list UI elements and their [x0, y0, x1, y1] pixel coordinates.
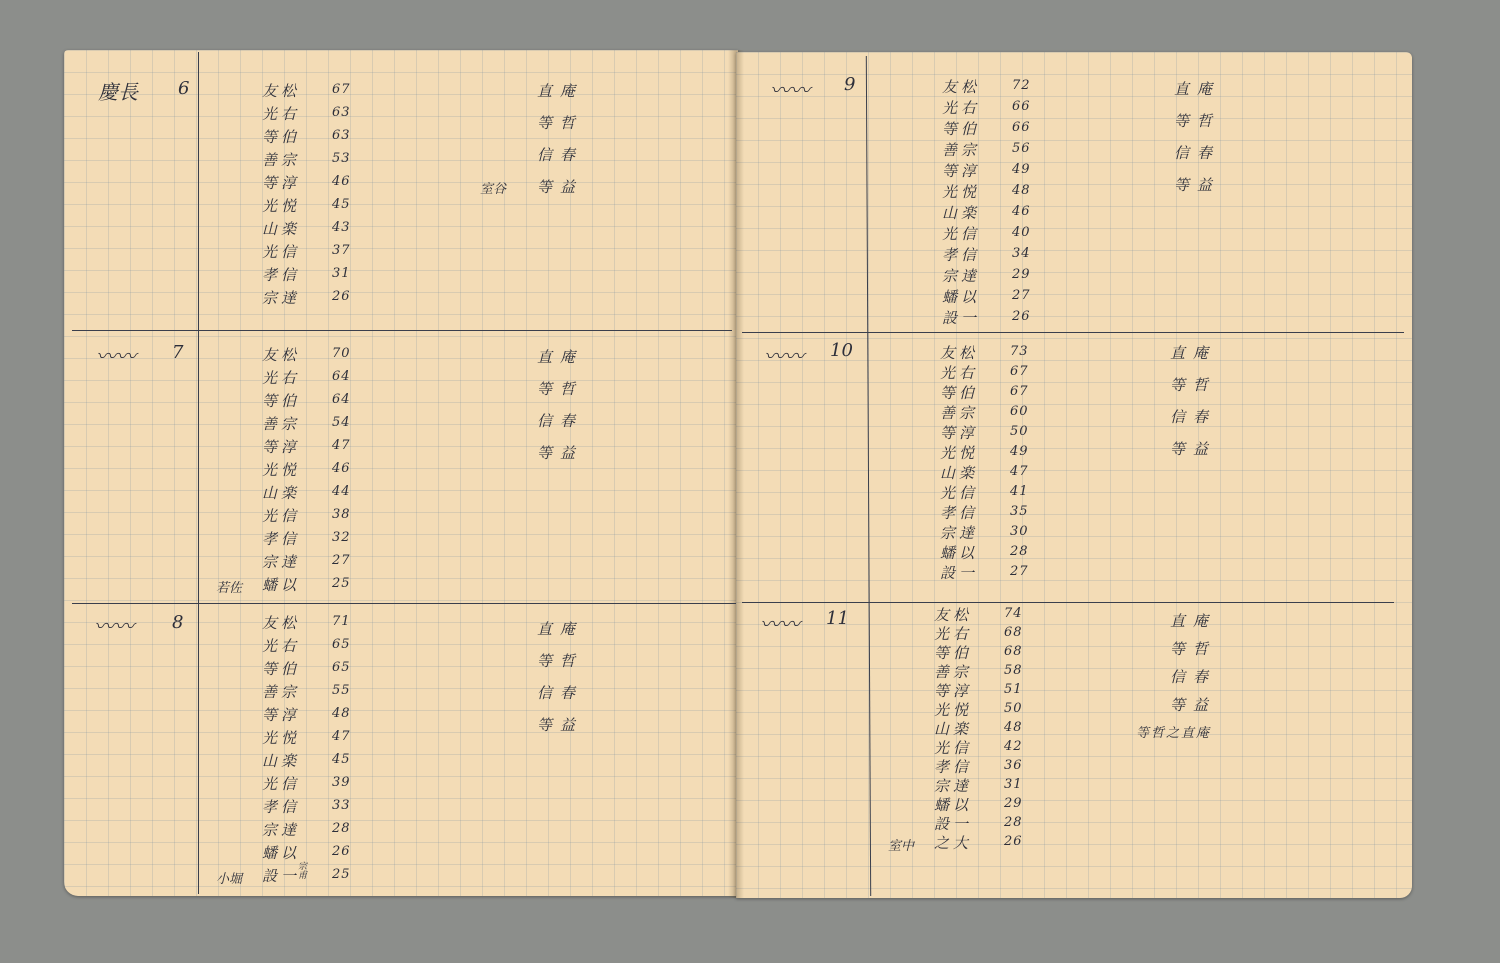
entry-prefix: 室中: [888, 839, 915, 854]
secondary-name: 直庵: [537, 620, 584, 638]
painter-score: 51: [1004, 682, 1023, 697]
secondary-list: [1170, 610, 1216, 722]
secondary-name: 等哲: [537, 652, 584, 670]
painter-score: 26: [332, 844, 351, 859]
painter-score: 48: [1012, 183, 1031, 198]
painter-name: 山楽: [262, 484, 301, 502]
painter-score: 74: [1004, 606, 1023, 621]
painter-score: 41: [1010, 484, 1029, 499]
painter-name: 宗達: [934, 777, 973, 795]
painter-name: 善宗: [934, 663, 973, 681]
era-label: 慶長: [98, 80, 138, 104]
painter-score: 30: [1010, 524, 1029, 539]
painter-score: 33: [332, 798, 351, 813]
painter-score: 65: [332, 660, 351, 675]
painter-name: 光信: [942, 225, 981, 243]
painter-score: 44: [332, 484, 351, 499]
painter-name: 設一: [942, 309, 981, 327]
painter-score: 36: [1004, 758, 1023, 773]
painter-score: 67: [1010, 364, 1029, 379]
secondary-list: [1170, 342, 1216, 470]
painter-score: 53: [332, 151, 351, 166]
painter-name: 蟠以: [262, 844, 301, 862]
painter-score: 38: [332, 507, 351, 522]
painter-score: 35: [1010, 504, 1029, 519]
painter-score: 54: [332, 415, 351, 430]
painter-name: 光悦: [942, 183, 981, 201]
painter-score: 26: [1004, 834, 1023, 849]
painter-score: 46: [332, 461, 351, 476]
painter-name: 光信: [262, 243, 301, 261]
painter-name: 山楽: [942, 204, 981, 222]
painter-name: 等伯: [262, 392, 301, 410]
era-label: 〰〰: [760, 612, 800, 636]
left-section-rule-1: [72, 330, 732, 331]
painter-name: 善宗: [940, 404, 979, 422]
painter-name: 友松: [940, 344, 979, 362]
secondary-name: 信春: [537, 684, 584, 702]
painter-name: 友松: [934, 606, 973, 624]
painter-score: 48: [1004, 720, 1023, 735]
secondary-name: 等益: [1170, 440, 1217, 458]
secondary-list: [1174, 78, 1220, 206]
entry-suffix: 宗甫: [298, 862, 308, 881]
secondary-name: 等益: [1170, 696, 1217, 714]
painter-name: 等淳: [262, 174, 301, 192]
secondary-list: [537, 346, 583, 474]
era-label: 〰〰: [770, 78, 810, 102]
painter-name: 等伯: [262, 128, 301, 146]
painter-score: 67: [1010, 384, 1029, 399]
painter-name: 等淳: [940, 424, 979, 442]
secondary-name: 直庵: [537, 82, 584, 100]
painter-name: 光右: [262, 637, 301, 655]
secondary-name: 等哲: [1170, 640, 1217, 658]
secondary-name: 等哲: [1174, 112, 1221, 130]
painter-name: 友松: [942, 78, 981, 96]
secondary-name: 等哲: [537, 380, 584, 398]
painter-score: 66: [1012, 99, 1031, 114]
secondary-list: [537, 618, 583, 746]
era-label: 〰〰: [94, 614, 134, 638]
year-number: 10: [830, 340, 853, 361]
painter-name: 之大: [934, 834, 973, 852]
era-label: 〰〰: [96, 344, 136, 368]
painter-score: 28: [1004, 815, 1023, 830]
painter-score: 63: [332, 128, 351, 143]
year-number: 6: [178, 78, 190, 99]
painter-name: 光信: [262, 775, 301, 793]
painter-score: 46: [332, 174, 351, 189]
painter-score: 39: [332, 775, 351, 790]
painter-name: 光右: [942, 99, 981, 117]
painter-name: 孝信: [940, 504, 979, 522]
painter-name: 友松: [262, 346, 301, 364]
painter-score: 42: [1004, 739, 1023, 754]
year-number: 9: [844, 74, 856, 95]
painter-name: 善宗: [262, 151, 301, 169]
painter-name: 設一: [262, 867, 301, 885]
painter-score: 56: [1012, 141, 1031, 156]
painter-name: 孝信: [262, 530, 301, 548]
painter-score: 26: [1012, 309, 1031, 324]
painter-score: 27: [1010, 564, 1029, 579]
painter-name: 等淳: [262, 706, 301, 724]
painter-name: 等伯: [942, 120, 981, 138]
painter-name: 宗達: [942, 267, 981, 285]
painter-score: 72: [1012, 78, 1031, 93]
painter-score: 60: [1010, 404, 1029, 419]
secondary-name: 信春: [1170, 668, 1217, 686]
painter-score: 40: [1012, 225, 1031, 240]
painter-score: 27: [332, 553, 351, 568]
left-section-rule-2: [72, 603, 736, 604]
painter-score: 25: [332, 867, 351, 882]
secondary-name: 直庵: [1170, 344, 1217, 362]
left-page: [64, 50, 738, 896]
right-page: [736, 52, 1412, 898]
painter-score: 68: [1004, 644, 1023, 659]
painter-score: 49: [1010, 444, 1029, 459]
painter-score: 47: [332, 438, 351, 453]
painter-name: 光信: [262, 507, 301, 525]
painter-score: 34: [1012, 246, 1031, 261]
painter-name: 山楽: [262, 752, 301, 770]
painter-score: 55: [332, 683, 351, 698]
painter-score: 27: [1012, 288, 1031, 303]
painter-name: 蟠以: [262, 576, 301, 594]
painter-name: 友松: [262, 614, 301, 632]
painter-score: 73: [1010, 344, 1029, 359]
margin-note: 室谷: [480, 182, 507, 197]
painter-name: 孝信: [262, 798, 301, 816]
painter-score: 48: [332, 706, 351, 721]
secondary-name: 直庵: [1174, 80, 1221, 98]
secondary-name: 信春: [1174, 144, 1221, 162]
painter-name: 蟠以: [942, 288, 981, 306]
secondary-list: [537, 80, 583, 208]
painter-name: 善宗: [262, 683, 301, 701]
left-margin-rule: [198, 52, 199, 894]
painter-score: 71: [332, 614, 351, 629]
secondary-name: 直庵: [1170, 612, 1217, 630]
right-section-rule-2: [742, 602, 1394, 603]
era-label: 〰〰: [764, 344, 804, 368]
secondary-name: 等益: [537, 716, 584, 734]
painter-name: 等淳: [262, 438, 301, 456]
painter-name: 光右: [940, 364, 979, 382]
painter-score: 58: [1004, 663, 1023, 678]
painter-name: 宗達: [940, 524, 979, 542]
painter-name: 光悦: [934, 701, 973, 719]
secondary-name: 信春: [537, 146, 584, 164]
painter-name: 孝信: [934, 758, 973, 776]
painter-score: 26: [332, 289, 351, 304]
painter-score: 49: [1012, 162, 1031, 177]
painter-score: 45: [332, 197, 351, 212]
painter-name: 等伯: [940, 384, 979, 402]
painter-score: 28: [1010, 544, 1029, 559]
painter-name: 孝信: [262, 266, 301, 284]
painter-name: 友松: [262, 82, 301, 100]
secondary-name: 等益: [1174, 176, 1221, 194]
painter-name: 宗達: [262, 821, 301, 839]
painter-score: 63: [332, 105, 351, 120]
secondary-name: 等益: [537, 178, 584, 196]
painter-score: 50: [1004, 701, 1023, 716]
entry-prefix: 小堀: [216, 872, 243, 887]
painter-score: 25: [332, 576, 351, 591]
painter-score: 68: [1004, 625, 1023, 640]
painter-score: 46: [1012, 204, 1031, 219]
painter-score: 28: [332, 821, 351, 836]
painter-name: 蟠以: [940, 544, 979, 562]
painter-name: 光悦: [262, 197, 301, 215]
painter-score: 45: [332, 752, 351, 767]
painter-name: 山楽: [940, 464, 979, 482]
painter-name: 山楽: [262, 220, 301, 238]
painter-score: 50: [1010, 424, 1029, 439]
painter-name: 善宗: [262, 415, 301, 433]
painter-name: 等伯: [262, 660, 301, 678]
painter-score: 67: [332, 82, 351, 97]
painter-name: 等淳: [942, 162, 981, 180]
right-section-rule-1: [742, 332, 1404, 333]
painter-name: 光右: [934, 625, 973, 643]
painter-score: 64: [332, 392, 351, 407]
painter-name: 光悦: [262, 729, 301, 747]
secondary-name: 等益: [537, 444, 584, 462]
painter-name: 光悦: [262, 461, 301, 479]
painter-score: 43: [332, 220, 351, 235]
year-number: 7: [172, 342, 184, 363]
secondary-name: 直庵: [537, 348, 584, 366]
painter-name: 設一: [934, 815, 973, 833]
painter-name: 蟠以: [934, 796, 973, 814]
painter-name: 山楽: [934, 720, 973, 738]
secondary-name: 等哲: [537, 114, 584, 132]
margin-note: 等哲之直庵: [1136, 726, 1212, 741]
painter-score: 70: [332, 346, 351, 361]
painter-name: 光信: [940, 484, 979, 502]
painter-score: 29: [1004, 796, 1023, 811]
painter-score: 37: [332, 243, 351, 258]
painter-name: 設一: [940, 564, 979, 582]
painter-name: 光信: [934, 739, 973, 757]
painter-score: 31: [332, 266, 351, 281]
painter-name: 孝信: [942, 246, 981, 264]
painter-score: 66: [1012, 120, 1031, 135]
painter-score: 32: [332, 530, 351, 545]
painter-name: 光悦: [940, 444, 979, 462]
painter-name: 宗達: [262, 289, 301, 307]
secondary-name: 信春: [1170, 408, 1217, 426]
painter-name: 宗達: [262, 553, 301, 571]
secondary-name: 信春: [537, 412, 584, 430]
painter-name: 等淳: [934, 682, 973, 700]
painter-score: 31: [1004, 777, 1023, 792]
painter-name: 光右: [262, 105, 301, 123]
book-spine: [728, 50, 744, 898]
painter-score: 29: [1012, 267, 1031, 282]
entry-prefix: 若佐: [216, 581, 243, 596]
secondary-name: 等哲: [1170, 376, 1217, 394]
painter-name: 等伯: [934, 644, 973, 662]
painter-score: 47: [1010, 464, 1029, 479]
painter-name: 光右: [262, 369, 301, 387]
painter-score: 65: [332, 637, 351, 652]
painter-name: 善宗: [942, 141, 981, 159]
year-number: 8: [172, 612, 184, 633]
painter-score: 64: [332, 369, 351, 384]
year-number: 11: [826, 608, 849, 629]
painter-score: 47: [332, 729, 351, 744]
